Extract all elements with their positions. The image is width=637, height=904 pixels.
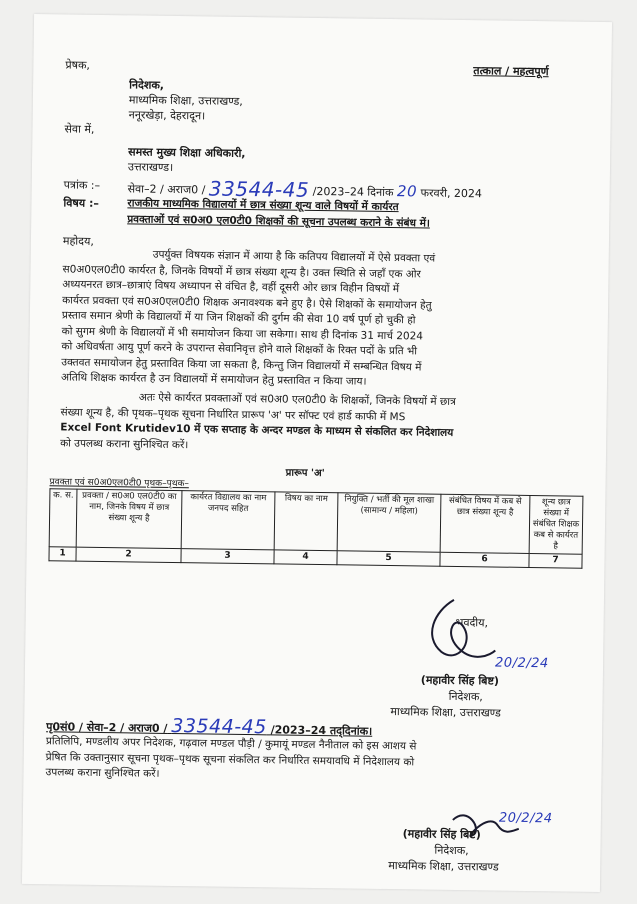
signature-scribble-1	[413, 591, 504, 672]
body-line: अध्ययनरत छात्र–छात्राएं विषय अध्यापन से वंचित है, वहीं दूसरी ओर छात्र विहीन विषयों में	[62, 278, 400, 296]
body-paragraph-1	[61, 246, 583, 393]
table-cell: 4	[274, 550, 337, 565]
table-header-cell: कार्यरत विद्यालय का नाम जनपद सहित	[181, 491, 275, 550]
table-cell: 1	[49, 547, 76, 561]
table-cell: 2	[76, 547, 181, 562]
handwritten-date-day: 20	[396, 182, 418, 201]
closing: भवदीय,	[455, 615, 489, 630]
endorsement-ref-prefix: पृ0सं0 / सेवा–2 / अराज0 /	[46, 720, 168, 735]
body-line: उपर्युक्त विषयक संज्ञान में आया है कि कतिपय विद्यालयों में ऐसे प्रवक्ता एवं	[152, 248, 436, 265]
handwritten-ref-number: 33544-45	[208, 176, 310, 202]
table-header-cell: क. स.	[49, 489, 77, 547]
body-line: को उपलब्ध कराना सुनिश्चित करें।	[60, 436, 189, 451]
sender-name: निदेशक,	[129, 78, 165, 92]
signatory-dept-1: माध्यमिक शिक्षा, उत्तराखण्ड	[390, 705, 501, 720]
to-label: सेवा में,	[64, 122, 95, 136]
letter-page	[22, 14, 612, 892]
signatory-dept-2: माध्यमिक शिक्षा, उत्तराखण्ड	[388, 859, 499, 874]
table-cell: 5	[337, 551, 440, 566]
body-line: प्रस्ताव समान श्रेणी के विद्यालयों में या जिन शिक्षकों की दुर्गम की सेवा 10 वर्ष पूर्ण हो चुकी हो	[61, 309, 416, 327]
recipient-line-1: समस्त मुख्य शिक्षा अधिकारी,	[128, 145, 246, 160]
salutation: महोदय,	[62, 234, 95, 248]
endorsement-line: प्रतिलिपि, मण्डलीय अपर निदेशक, गढ़वाल मण्डल पौड़ी / कुमायूं मण्डल नैनीताल को इस आशय से	[45, 735, 417, 753]
table-header-cell: शून्य छात्र संख्या में संबंधित शिक्षक कब से कार्यरत है	[529, 495, 583, 554]
table-cell: 3	[181, 549, 274, 564]
body-line: Excel Font Krutidev10 में एक सप्ताह के अन्दर मण्डल के माध्यम से संकलित कर निदेशालय	[60, 421, 454, 439]
body-line: को अधिवर्षता आयु पूर्ण करने के उपरान्त सेवानिवृत्त होने वाले शिक्षकों के रिक्त पदों के प्रति भी	[61, 340, 418, 358]
ref-label: पत्रांक :–	[63, 178, 101, 192]
handwritten-initials-1: 20/2/24	[494, 655, 549, 672]
body-line: को सुगम श्रेणी के विद्यालयों में भी समायोजन किया जा सकेगा। साथ ही दिनांक 31 मार्च 2024	[61, 324, 424, 342]
endorsement-line: उपलब्ध कराना सुनिश्चित करें।	[45, 766, 160, 780]
signatory-name-2: (महावीर सिंह बिष्ट)	[402, 827, 481, 842]
body-line: अतः ऐसे कार्यरत प्रवक्ताओं एवं स0अ0 एल0टी0 के शिक्षकों, जिनके विषयों में छात्र	[138, 391, 456, 408]
body-line: संख्या शून्य है, की पृथक–पृथक सूचना निर्धारित प्रारूप 'अ' पर सॉफ्ट एवं हार्ड काफी में MS	[60, 405, 406, 423]
subject-line-1: राजकीय माध्यमिक विद्यालयों में छात्र संख्या शून्य वाले विषयों में कार्यरत	[127, 197, 399, 214]
format-caption: प्रवक्ता एवं स0अ0एल0टी0 पृथक–पृथक–	[49, 477, 189, 490]
table-header-cell: नियुक्ति / भर्ती की मूल शाखा (सामान्य / महिला)	[337, 493, 441, 552]
recipient-line-2: उत्तराखण्ड।	[127, 160, 174, 174]
table-header-cell: संबंधित विषय में कब से छात्र संख्या शून्य है	[440, 494, 530, 553]
priority-marking: तत्काल / महत्वपूर्ण	[473, 64, 549, 79]
body-line: अतिथि शिक्षक कार्यरत है उन विद्यालयों में समायोजन हेतु प्रस्तावित न किया जाय।	[60, 371, 367, 388]
format-table	[48, 488, 583, 568]
signatory-title-2: निदेशक,	[434, 843, 469, 858]
body-paragraph-2	[60, 389, 581, 458]
body-line: कार्यरत प्रवक्ता एवं स0अ0एल0टी0 शिक्षक अनावश्यक बने हुए है। ऐसे शिक्षकों के समायोजन हेतु	[62, 293, 432, 312]
table-cell: 7	[529, 553, 582, 568]
handwritten-initials-2: 20/2/24	[498, 810, 553, 827]
table-header-row	[49, 489, 583, 554]
endorsement-paragraph	[45, 734, 576, 788]
ref-prefix: सेवा–2 / अराज0 /	[127, 182, 206, 197]
table-header-cell: प्रवक्ता / स0अ0 एल0टी0 का नाम, जिनके विषय में छात्र संख्या शून्य है	[76, 489, 182, 548]
endorsement-ref-suffix: /2023–24 तद्‌दिनांक।	[270, 723, 373, 738]
body-line: स0अ0एल0टी0 कार्यरत है, जिनके विषयों में छात्र संख्या शून्य है। उक्त स्थिति से जहाँ एक ओर	[62, 262, 421, 280]
handwritten-endorsement-number: 33544-45	[171, 714, 267, 739]
sender-line-3: ननूरखेड़ा, देहरादून।	[128, 108, 206, 123]
ref-suffix: /2023–24 दिनांक	[312, 184, 394, 200]
table-cell: 6	[440, 552, 529, 567]
sender-line-2: माध्यमिक शिक्षा, उत्तराखण्ड,	[128, 93, 243, 108]
format-title: प्रारूप 'अ'	[285, 467, 325, 480]
signatory-title-1: निदेशक,	[448, 689, 483, 704]
table-header-cell: विषय का नाम	[274, 492, 338, 551]
body-line: उक्तवत समायोजन हेतु प्रस्तावित किया जा सकता है, किन्तु जिन विद्यालयों में सम्बन्धित विषय में	[61, 355, 422, 373]
subject-label: विषय :–	[63, 196, 99, 210]
signatory-name-1: (महावीर सिंह बिष्ट)	[420, 673, 500, 688]
subject-line-2: प्रवक्ताओं एवं स0अ0 एल0टी0 शिक्षकों की सूचना उपलब्ध कराने के संबंध में।	[127, 213, 430, 230]
endorsement-line: प्रेषित कि उक्तानुसार सूचना पृथक–पृथक सूचना संकलित कर निर्धारित समयावधि में निदेशालय को	[45, 750, 415, 768]
date-rest: फरवरी, 2024	[420, 186, 483, 201]
sender-label: प्रेषक,	[65, 58, 91, 72]
